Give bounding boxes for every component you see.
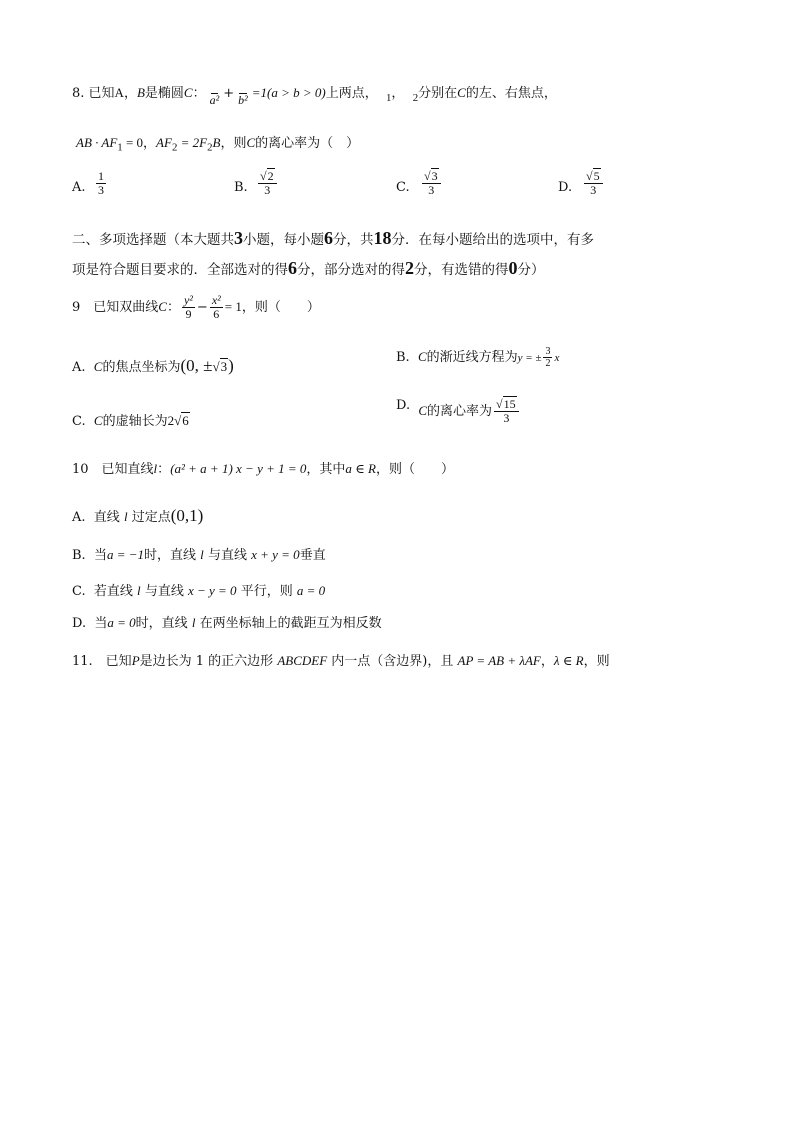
- q8-point-b: B: [136, 85, 145, 101]
- section-num: 18: [373, 228, 392, 248]
- q8-text: B: [212, 135, 221, 150]
- section-text: 分）: [517, 262, 545, 278]
- section-text: 项是符合题目要求的．全部选对的得: [72, 262, 288, 278]
- q10-text: ，则（ ）: [376, 462, 455, 477]
- q9-hyperbola-c: C: [418, 403, 428, 419]
- q8-ellipse-c: C: [246, 135, 256, 150]
- q11-text: 11. 已知: [72, 654, 132, 669]
- q9-eq: y = ±: [517, 352, 542, 364]
- q8-line2: [76, 132, 359, 154]
- q9-frac-y: [182, 294, 195, 321]
- q8-frac-2: [236, 80, 250, 107]
- q11-text: ，: [540, 654, 554, 669]
- section-text: 分．在每小题给出的选项中，有多: [391, 232, 594, 248]
- q10-text: 直线: [93, 510, 120, 525]
- q9-text: ：: [166, 300, 180, 316]
- q10-option-b: [72, 544, 326, 563]
- q9-hyperbola-c: C: [93, 413, 103, 428]
- q10-text: 10 已知直线: [72, 462, 154, 477]
- section-text: 分，有选错的得: [414, 262, 509, 278]
- q8-text: ，: [123, 86, 137, 102]
- q8-opt-rad: 5: [593, 169, 600, 183]
- q8-opt-den: 3: [428, 183, 435, 198]
- q11-text: 是边长为 1 的正六边形: [139, 654, 274, 669]
- q8-frac1-den: a²: [209, 93, 220, 108]
- q8-frac-1: [208, 80, 222, 107]
- q9-option-d: [396, 398, 521, 425]
- q11-text: ，则: [583, 654, 610, 669]
- q9-option-c: C. C的虚轴长为2√6: [72, 413, 189, 429]
- section-text: 分，共: [333, 232, 374, 248]
- q9-text: = 1，则（ ）: [224, 299, 320, 315]
- q9-option-a: A. C的焦点坐标为(0, ±√3): [72, 356, 234, 375]
- section-2-header-line2: [72, 258, 545, 279]
- q8-text: 的左、右焦点，: [465, 86, 557, 102]
- q9-frac-num: x²: [211, 293, 221, 307]
- q8-opt-den: 3: [590, 183, 597, 198]
- q10-option-c: [72, 580, 325, 599]
- q8-opt-den: 3: [98, 183, 104, 198]
- q8-opt-rad: 3: [431, 169, 438, 183]
- q10-cond: a = 0: [107, 615, 136, 630]
- q8-point-a: A: [114, 85, 124, 101]
- q8-ellipse-c: C: [457, 85, 466, 101]
- q9-opt-label: B.: [396, 350, 410, 365]
- q8-text: ：: [192, 86, 206, 102]
- q9-text: 的焦点坐标为: [102, 360, 181, 375]
- q10-cond: a = −1: [106, 547, 145, 562]
- q10-condition: a ∈ R: [345, 461, 376, 476]
- q10-line-l: l: [137, 583, 141, 598]
- q8-text: 是椭圆: [144, 86, 184, 102]
- q8-option-d-value: $\frac{√5}{3}$: [584, 170, 603, 197]
- q8-frac2-den: b²: [238, 93, 248, 108]
- section-2-header-line1: [72, 228, 594, 249]
- q10-text: 与直线: [144, 584, 184, 599]
- q9-frac-den: 6: [213, 307, 220, 322]
- q10-line-l: l: [191, 615, 196, 630]
- q10-equation: (a² + a + 1) x − y + 1 = 0: [170, 461, 307, 476]
- q9-coord: (0, ±: [180, 356, 213, 375]
- q10-opt-label: A.: [72, 510, 86, 525]
- q9-frac-x: [210, 294, 223, 321]
- q8-option-b-value: $\frac{√2}{3}$: [258, 170, 277, 197]
- q10-text: 在两坐标轴上的截距互为相反数: [199, 616, 382, 631]
- q9-text: 9 已知双曲线: [72, 300, 159, 316]
- q9-text: 的渐近线方程为: [426, 350, 518, 365]
- q11-condition: λ ∈ R: [553, 653, 584, 668]
- q9-eq: x: [554, 352, 560, 364]
- q8-option-c-label: C.: [396, 180, 410, 195]
- q8-opt-num: 1: [98, 169, 104, 183]
- q9-hyperbola-c: C: [93, 359, 103, 374]
- q8-sub: 2: [207, 141, 213, 154]
- q8-sub: 1: [117, 141, 123, 154]
- q10-option-d: [72, 612, 382, 631]
- q9-frac-den: 9: [185, 307, 192, 322]
- section-text: 小题，每小题: [243, 232, 324, 248]
- q11-point-p: P: [131, 653, 140, 668]
- q11-stem: [72, 650, 610, 669]
- q10-line-l: l: [200, 547, 204, 562]
- q10-opt-label: D.: [72, 616, 87, 631]
- q10-text: 当: [93, 548, 107, 563]
- q11-vector-eq: AP = AB + λAF: [457, 653, 541, 668]
- section-num: 3: [234, 228, 243, 248]
- q10-eq: x − y = 0: [187, 583, 237, 598]
- q9-frac-slope: [543, 346, 552, 369]
- q8-opt-rad: 2: [267, 169, 274, 183]
- q10-point: (0,1): [170, 506, 204, 525]
- q8-text: +: [223, 86, 235, 102]
- q10-text: ：: [157, 462, 171, 477]
- q8-text: 的离心率为（ ）: [255, 136, 360, 151]
- q8-option-a-value: [96, 170, 106, 197]
- q8-line1: [72, 80, 557, 107]
- q8-option-b-label: B.: [234, 180, 248, 195]
- q9-rad: 15: [503, 397, 516, 411]
- q10-text: 时，直线: [135, 616, 188, 631]
- q9-coord: ): [228, 356, 234, 375]
- q9-rad: 3: [220, 359, 228, 374]
- q9-frac-num: 3: [545, 346, 551, 357]
- q9-frac-num: y²: [183, 293, 193, 307]
- q10-option-a: [72, 506, 203, 526]
- q9-stem: [72, 294, 320, 321]
- q10-text: 平行，则: [240, 584, 293, 599]
- q9-rad: 6: [182, 413, 189, 428]
- section-text: 二、多项选择题（本大题共: [72, 232, 234, 248]
- q8-option-c-value: $\frac{√3}{3}$: [422, 170, 441, 197]
- section-num: 6: [324, 228, 333, 248]
- q8-f2-sub: 2: [412, 91, 419, 104]
- q10-text: 若直线: [93, 584, 133, 599]
- section-num: 6: [288, 258, 297, 278]
- q10-text: 垂直: [299, 548, 326, 563]
- q10-opt-label: B.: [72, 548, 86, 563]
- q9-opt-label: D.: [396, 398, 411, 414]
- q9-frac-ecc: $\frac{√15}{3}$: [494, 398, 519, 425]
- q8-sub: 2: [171, 141, 178, 154]
- q10-stem: [72, 458, 454, 477]
- q8-text: ，则: [220, 136, 247, 151]
- q9-opt-label: C.: [72, 414, 86, 429]
- q10-line-l: l: [153, 461, 158, 476]
- q9-frac-den: 3: [503, 411, 510, 426]
- q10-text: 当: [94, 616, 108, 631]
- q10-line-l: l: [123, 509, 128, 524]
- q10-result: a = 0: [296, 583, 326, 598]
- q10-text: ，其中: [306, 462, 346, 477]
- q8-condition: =1(a > b > 0): [251, 85, 326, 101]
- q9-hyperbola-c: C: [417, 349, 427, 364]
- q9-text: 的虚轴长为: [102, 414, 168, 429]
- section-num: 0: [508, 258, 518, 278]
- q8-text: 分别在: [418, 86, 458, 102]
- q9-text: 的离心率为: [427, 404, 493, 420]
- section-num: 2: [405, 258, 414, 278]
- q8-text: 8. 已知: [72, 86, 115, 102]
- q9-frac-den: 2: [545, 358, 551, 369]
- q10-text: 与直线: [207, 548, 247, 563]
- q9-val: 2: [167, 413, 175, 428]
- q11-hexagon: ABCDEF: [277, 653, 328, 668]
- q8-opt-den: 3: [264, 183, 271, 198]
- q9-text: −: [196, 300, 208, 316]
- q8-ellipse-c: C: [183, 85, 193, 101]
- q8-vector-af2: AF: [156, 135, 172, 150]
- q8-option-a-label: A.: [72, 180, 86, 195]
- q10-opt-label: C.: [72, 584, 86, 599]
- q10-text: 过定点: [131, 510, 171, 525]
- q8-text: = 0，: [122, 135, 157, 150]
- q9-hyperbola-c: C: [158, 299, 167, 315]
- q8-text: = 2F: [177, 135, 208, 150]
- q8-text: ，: [391, 86, 405, 102]
- q11-text: 内一点（含边界)，且: [331, 654, 454, 669]
- q8-vector-dot: AB · AF: [76, 135, 118, 150]
- q9-option-b: [396, 346, 559, 369]
- q8-text: 上两点，: [325, 86, 378, 102]
- q9-opt-label: A.: [72, 360, 86, 375]
- q8-option-d-label: D.: [558, 180, 573, 195]
- q8-f1-sub: 1: [386, 91, 392, 104]
- section-text: 分，部分选对的得: [297, 262, 405, 278]
- q10-eq: x + y = 0: [251, 547, 300, 562]
- q10-text: 时，直线: [144, 548, 197, 563]
